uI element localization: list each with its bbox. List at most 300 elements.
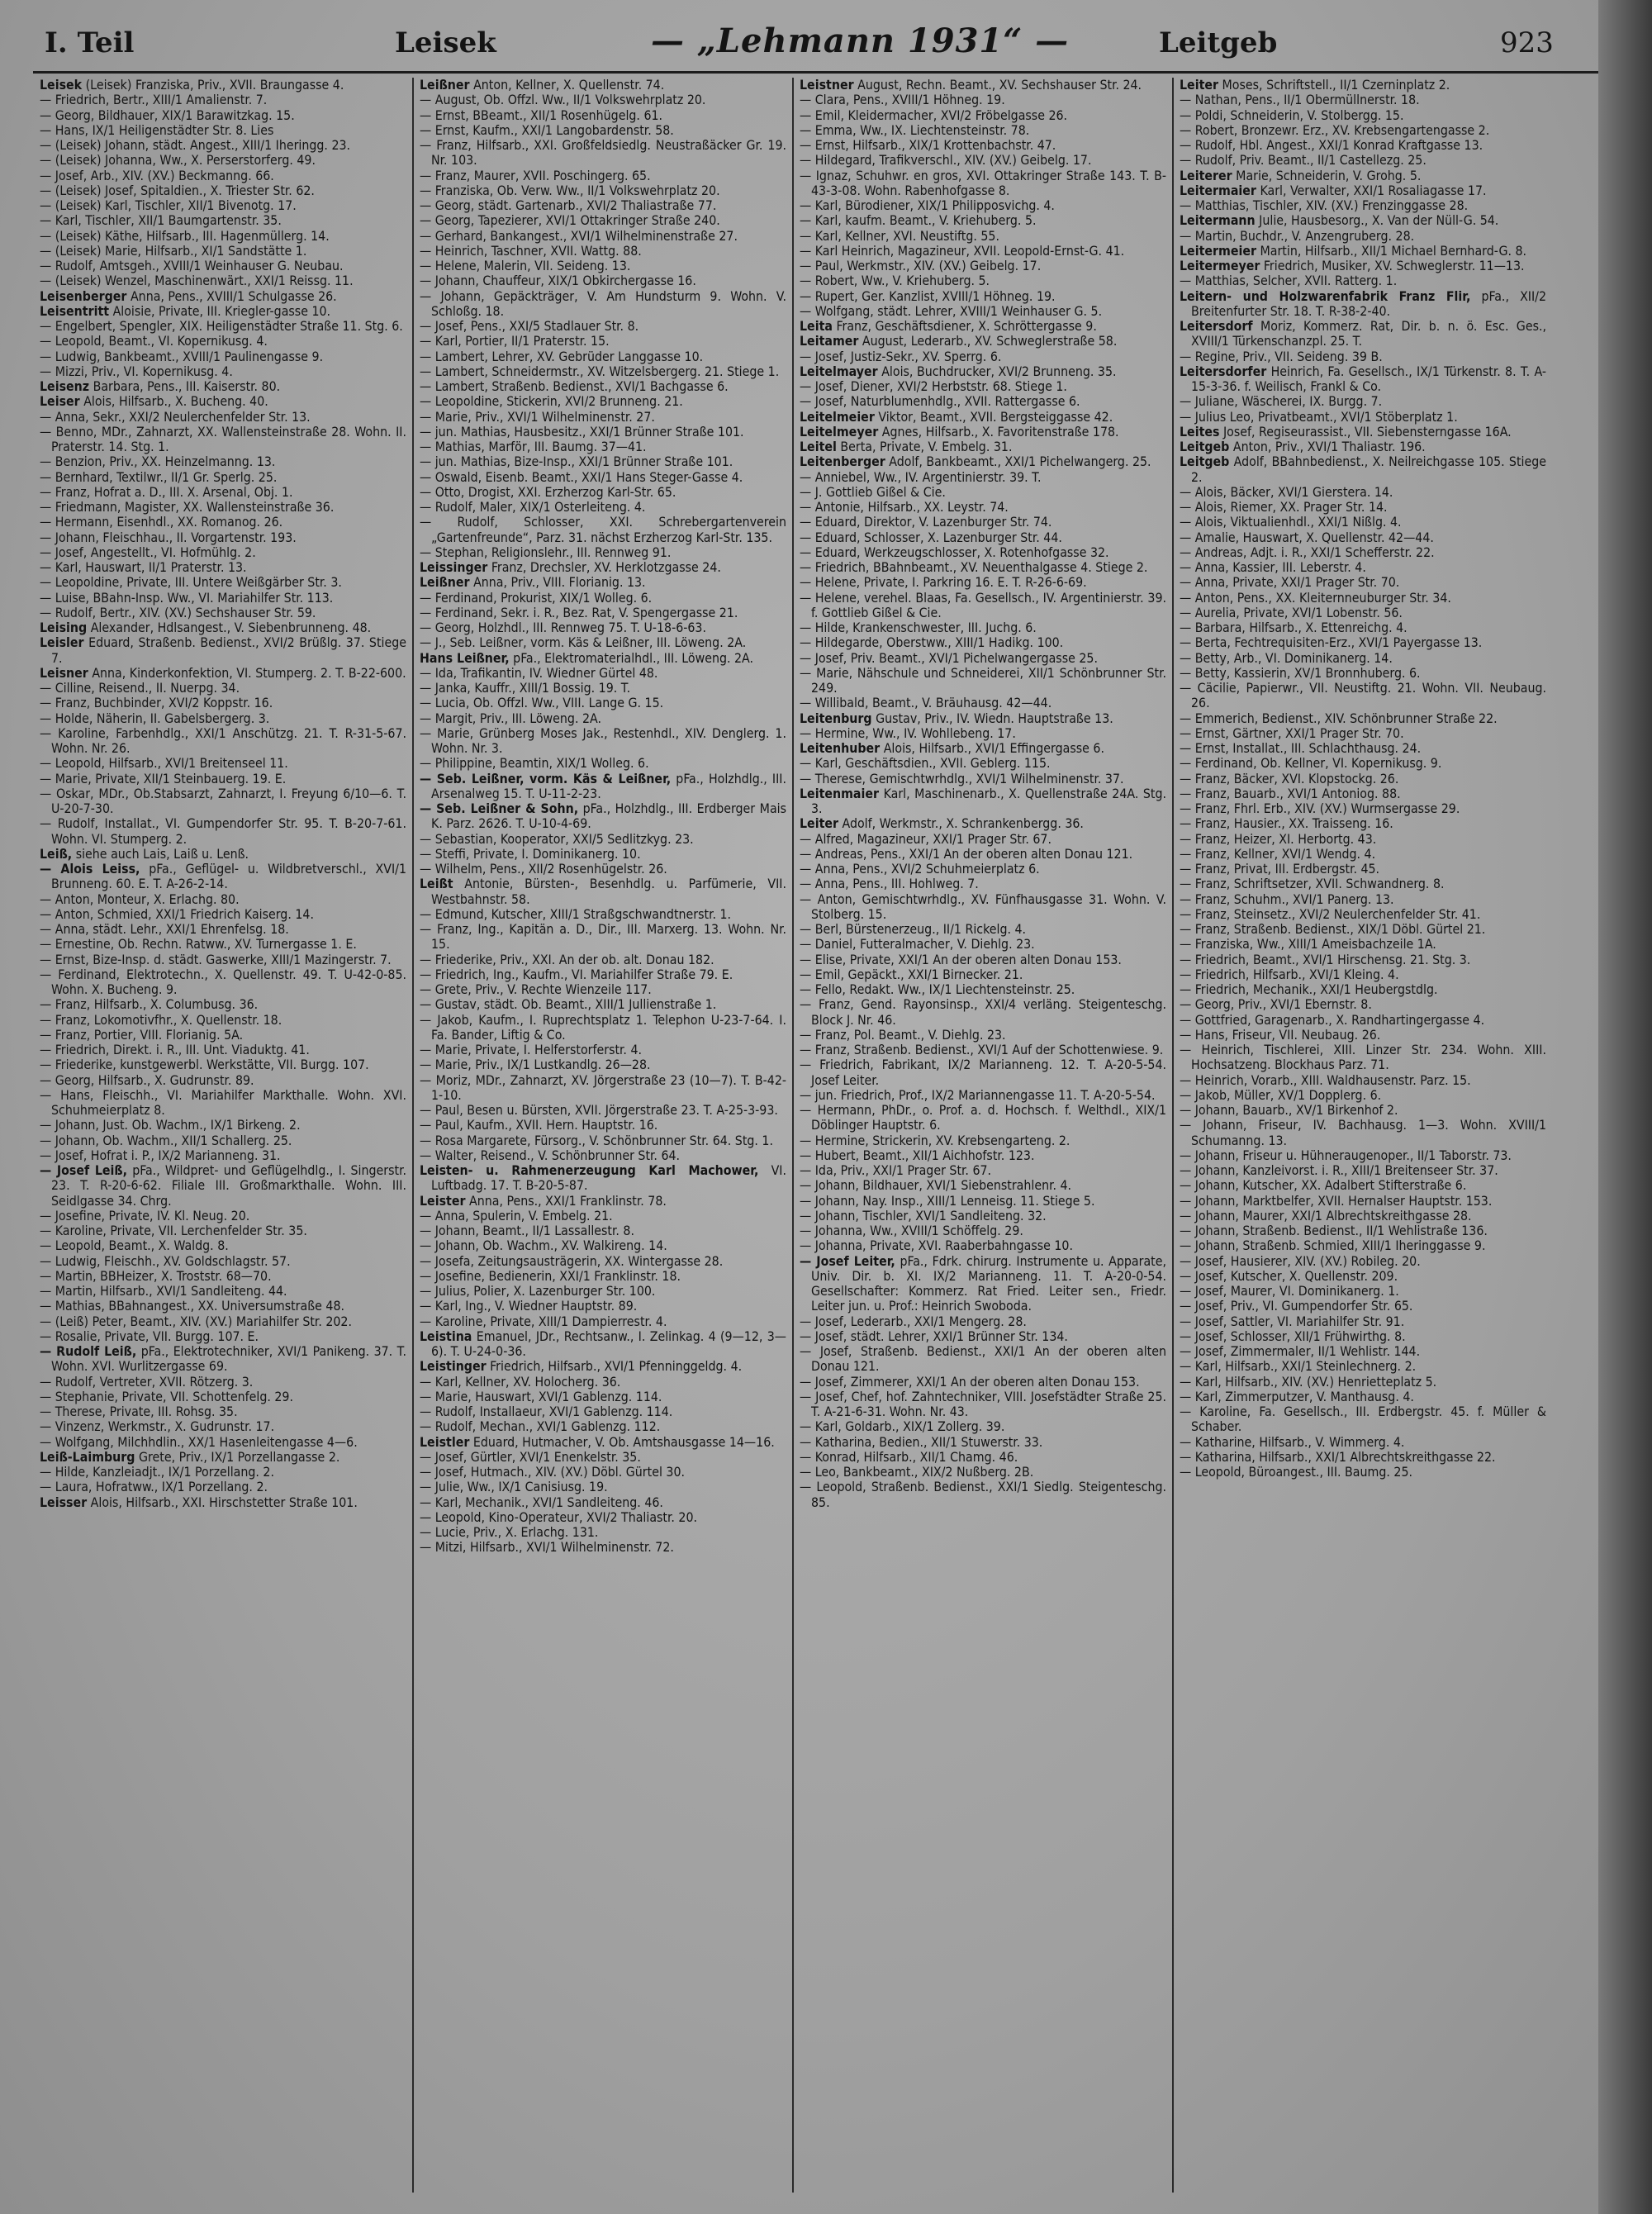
entry-text: — Marie, Nähschule und Schneiderei, XII/1 Schönbrunner Str. 249. xyxy=(800,664,1166,696)
entry-text: — Anna, Kassier, III. Leberstr. 4. xyxy=(1180,559,1366,575)
entry-text: — Mathias, Marför, III. Baumg. 37—41. xyxy=(420,439,647,454)
directory-entry xyxy=(40,1419,406,1434)
directory-entry xyxy=(1180,1194,1546,1209)
directory-entry xyxy=(1180,153,1546,168)
directory-entry xyxy=(420,801,786,832)
entry-text: — Franz, Privat, III. Erdbergstr. 45. xyxy=(1180,861,1380,877)
entry-text: — Anton, Pens., XX. Kleiternneuburger Str. 34. xyxy=(1180,589,1451,606)
entry-surname: Leitamer xyxy=(800,333,859,349)
entry-text: — Holde, Näherin, II. Gabelsbergerg. 3. xyxy=(40,710,270,726)
header-last-keyword: Leitgeb xyxy=(1159,26,1278,59)
directory-entry xyxy=(1180,681,1546,711)
entry-text: — Ferdinand, Sekr. i. R., Bez. Rat, V. Spengergasse 21. xyxy=(420,604,738,620)
entry-text: — Franz, Hilfsarb., X. Columbusg. 36. xyxy=(40,996,259,1013)
entry-text: — Rudolf, Schlosser, XXI. Schrebergartenverein „Gartenfreunde“, Parz. 31. nächst Erzherzog Karl-Str. 135. xyxy=(420,514,786,545)
directory-entry xyxy=(40,1299,406,1314)
entry-text: — Josef, Arb., XIV. (XV.) Beckmanng. 66. xyxy=(40,167,274,183)
directory-entry xyxy=(420,575,786,590)
entry-text: — Franz, Portier, VIII. Florianig. 5A. xyxy=(40,1026,244,1043)
entry-text: — Ferdinand, Elektrotechn., X. Quellenstr. 49. T. U-42-0-85. Wohn. X. Bucheng. 9. xyxy=(40,966,406,997)
entry-text: — Josef, Zimmerer, XXI/1 An der oberen alten Donau 153. xyxy=(800,1373,1140,1390)
directory-entry xyxy=(420,681,786,696)
directory-entry xyxy=(40,1480,406,1494)
entry-text: — Karl, Ing., V. Wiedner Hauptstr. 89. xyxy=(420,1298,638,1314)
entry-text: — Franziska, Ww., XIII/1 Ameisbachzeile 1A. xyxy=(1180,936,1436,953)
directory-entry xyxy=(420,93,786,107)
entry-text: — Franz, Buchbinder, XVI/2 Koppstr. 16. xyxy=(40,695,273,711)
entry-text: — Anna, Pens., XVI/2 Schuhmeierplatz 6. xyxy=(800,861,1040,877)
entry-text: Gustav, Priv., IV. Wiedn. Hauptstraße 13. xyxy=(871,710,1113,726)
entry-text: — Hermine, Strickerin, XV. Krebsengarteng. 2. xyxy=(800,1132,1070,1148)
entry-text: — Paul, Besen u. Bürsten, XVII. Jörgerstraße 23. T. A-25-3-93. xyxy=(420,1102,778,1118)
entry-text: — Franz, Kellner, XVI/1 Wendg. 4. xyxy=(1180,845,1376,862)
directory-entry xyxy=(1180,138,1546,153)
entry-text: — Josef, Maurer, VI. Dominikanerg. 1. xyxy=(1180,1283,1399,1299)
entry-text: — Karl, Hauswart, II/1 Praterstr. 13. xyxy=(40,559,247,575)
directory-entry xyxy=(1180,711,1546,726)
directory-entry xyxy=(40,967,406,998)
directory-entry xyxy=(420,651,786,666)
entry-surname: Leitenberger xyxy=(800,454,885,470)
directory-entry xyxy=(420,1375,786,1390)
directory-entry xyxy=(420,1057,786,1072)
page-edge-shadow xyxy=(1598,0,1652,2214)
entry-text: — Lucia, Ob. Offzl. Ww., VIII. Lange G. 15. xyxy=(420,695,664,711)
directory-entry xyxy=(420,349,786,364)
directory-entry xyxy=(420,711,786,726)
directory-entry xyxy=(1180,1013,1546,1028)
directory-entry xyxy=(40,410,406,425)
directory-entry xyxy=(40,1269,406,1284)
entry-text: — Anna, Sekr., XXI/2 Neulerchenfelder Str. 13. xyxy=(40,408,311,425)
entry-text: Julie, Hausbesorg., X. Van der Nüll-G. 54. xyxy=(1255,212,1499,229)
entry-surname: Leita xyxy=(800,318,833,334)
directory-entry xyxy=(800,153,1166,168)
entry-text: — Ernst, Installat., III. Schlachthausg. 24. xyxy=(1180,740,1422,756)
entry-text: — Josef, Justiz-Sekr., XV. Sperrg. 6. xyxy=(800,348,1002,364)
entry-text: — Rosalie, Private, VII. Burgg. 107. E. xyxy=(40,1328,259,1344)
entry-text: pFa., Elektrotechniker, XVI/1 Panikeng. 37. T. Wohn. XVI. Wurlitzergasse 69. xyxy=(51,1343,406,1375)
directory-entry xyxy=(40,454,406,469)
entry-text: — August, Ob. Offzl. Ww., II/1 Volkswehrplatz 20. xyxy=(420,92,706,108)
entry-text: — Johann, Maurer, XXI/1 Albrechtskreithgasse 28. xyxy=(1180,1207,1472,1223)
entry-text: — Karl, Bürodiener, XIX/1 Philipposvichg. 4. xyxy=(800,197,1055,213)
page-number: 923 xyxy=(1500,26,1554,59)
entry-text: — Poldi, Schneiderin, V. Stolbergg. 15. xyxy=(1180,107,1404,123)
entry-text: — Franz, Hilfsarb., XXI. Großfeldsiedlg. Neustraßäcker Gr. 19. Nr. 103. xyxy=(420,137,786,169)
directory-entry xyxy=(40,169,406,183)
entry-text: — Andreas, Adjt. i. R., XXI/1 Schefferstr. 22. xyxy=(1180,544,1435,560)
directory-entry xyxy=(40,1148,406,1163)
entry-surname: Leisek xyxy=(40,78,83,93)
entry-text: — Franz, Heizer, XI. Herbortg. 43. xyxy=(1180,830,1377,847)
entry-text: — Franz, Bauarb., XVI/1 Antoniog. 88. xyxy=(1180,785,1401,801)
entry-text: — Hermann, PhDr., o. Prof. a. d. Hochsch. f. Welthdl., XIX/1 Döblinger Hauptstr. 6. xyxy=(800,1102,1166,1133)
entry-text: — Johann, Just. Ob. Wachm., IX/1 Birkeng. 2. xyxy=(40,1117,301,1133)
directory-entry xyxy=(1180,1465,1546,1480)
entry-surname: Leisenberger xyxy=(40,287,127,304)
entry-surname: Leisten- u. Rahmenerzeugung Karl Machower, xyxy=(420,1162,759,1178)
directory-entry xyxy=(800,1043,1166,1057)
entry-text: — Franz, Hofrat a. D., III. X. Arsenal, Obj. 1. xyxy=(40,483,293,500)
directory-entry xyxy=(40,1435,406,1450)
directory-entry xyxy=(800,273,1166,288)
directory-entry xyxy=(800,937,1166,952)
directory-entry xyxy=(1180,1118,1546,1148)
entry-text: — Andreas, Pens., XXI/1 An der oberen alten Donau 121. xyxy=(800,845,1133,862)
directory-entry xyxy=(1180,1359,1546,1374)
directory-entry xyxy=(800,169,1166,199)
entry-text: pFa., Holzhdlg., III. Erdberger Mais K. Parz. 2626. T. U-10-4-69. xyxy=(431,801,786,832)
directory-entry xyxy=(1180,560,1546,575)
directory-entry xyxy=(40,711,406,726)
entry-text: — Engelbert, Spengler, XIX. Heiligenstädter Straße 11. Stg. 6. xyxy=(40,318,403,334)
entry-text: Adolf, BBahnbedienst., X. Neilreichgasse 105. Stiege 2. xyxy=(1191,454,1546,485)
directory-entry xyxy=(800,847,1166,862)
directory-entry xyxy=(40,273,406,288)
directory-entry xyxy=(420,1269,786,1284)
entry-text: — Paul, Werkmstr., XIV. (XV.) Geibelg. 17. xyxy=(800,258,1042,273)
entry-text: — Grete, Priv., V. Rechte Wienzeile 117. xyxy=(420,981,652,997)
directory-entry xyxy=(1180,439,1546,454)
entry-text: — Katharina, Bedien., XII/1 Stuwerstr. 33. xyxy=(800,1433,1043,1450)
directory-entry xyxy=(420,289,786,320)
entry-text: — Rosa Margarete, Fürsorg., V. Schönbrunner Str. 64. Stg. 1. xyxy=(420,1132,773,1148)
entry-text: — Wilhelm, Pens., XII/2 Rosenhügelstr. 26. xyxy=(420,861,667,877)
entry-text: — Elise, Private, XXI/1 An der oberen alten Donau 153. xyxy=(800,951,1122,967)
directory-entry xyxy=(1180,229,1546,244)
entry-text: — Alois, Bäcker, XVI/1 Gierstera. 14. xyxy=(1180,483,1393,500)
entry-surname: Leißner xyxy=(420,574,470,591)
entry-text: — Emmerich, Bedienst., XIV. Schönbrunner Straße 22. xyxy=(1180,710,1498,726)
entry-text: pFa., XII/2 Breitenfurter Str. 18. T. R-38-2-40. xyxy=(1191,287,1546,319)
directory-entry xyxy=(800,213,1166,228)
directory-entry xyxy=(40,756,406,771)
directory-entry xyxy=(1180,847,1546,862)
entry-text: — Ida, Trafikantin, IV. Wiedner Gürtel 48. xyxy=(420,664,658,681)
directory-entry xyxy=(40,1495,406,1510)
entry-text: — Matthias, Tischler, XIV. (XV.) Frenzinggasse 28. xyxy=(1180,197,1469,213)
entry-text: — Amalie, Hauswart, X. Quellenstr. 42—44. xyxy=(1180,529,1434,545)
entry-text: — Karoline, Fa. Gesellsch., III. Erdbergstr. 45. f. Müller & Schaber. xyxy=(1180,1404,1546,1435)
entry-text: — J., Seb. Leißner, vorm. Käs & Leißner, III. Löweng. 2A. xyxy=(420,634,747,651)
directory-entry xyxy=(1180,666,1546,681)
directory-entry xyxy=(420,515,786,545)
directory-entry xyxy=(40,1375,406,1390)
entry-text: — Georg, Priv., XVI/1 Ebernstr. 8. xyxy=(1180,996,1372,1013)
entry-text: — Sebastian, Kooperator, XXI/5 Sedlitzkyg. 23. xyxy=(420,830,694,847)
entry-text: VI. Luftbadg. 17. T. B-20-5-87. xyxy=(431,1162,786,1194)
directory-entry xyxy=(800,1028,1166,1043)
directory-entry xyxy=(800,816,1166,831)
directory-entry xyxy=(420,666,786,681)
directory-entry xyxy=(420,1525,786,1540)
entry-text: — Steffi, Private, I. Dominikanerg. 10. xyxy=(420,845,641,862)
entry-text: — Marie, Grünberg Moses Jak., Restenhdl., XIV. Denglerg. 1. Wohn. Nr. 3. xyxy=(420,725,786,756)
directory-entry xyxy=(420,500,786,515)
entry-text: — Otto, Drogist, XXI. Erzherzog Karl-Str. 65. xyxy=(420,483,676,500)
entry-text: — Leopoldine, Private, III. Untere Weißgärber Str. 3. xyxy=(40,574,342,591)
entry-text: — Hans, Friseur, VII. Neubaug. 26. xyxy=(1180,1026,1381,1043)
directory-entry xyxy=(800,123,1166,138)
entry-text: pFa., Wildpret- und Geflügelhdlg., I. Singerstr. 23. T. R-20-6-62. Filiale III. Großmarkthalle. Wohn. III. Seidlgasse 34. Chrg. xyxy=(51,1162,406,1209)
directory-entry xyxy=(40,379,406,394)
entry-text: — Katharina, Hilfsarb., XXI/1 Albrechtskreithgasse 22. xyxy=(1180,1448,1496,1465)
entry-text: — Georg, Hilfsarb., X. Gudrunstr. 89. xyxy=(40,1071,254,1088)
directory-entry xyxy=(40,620,406,635)
directory-entry xyxy=(420,183,786,198)
directory-entry xyxy=(1180,832,1546,847)
entry-surname: Leitern- und Holzwarenfabrik Franz Flir, xyxy=(1180,287,1471,304)
entry-text: Anna, Pens., XXI/1 Franklinstr. 78. xyxy=(465,1192,667,1209)
entry-text: — Johann, Friseur u. Hühneraugenoper., II/1 Taborstr. 73. xyxy=(1180,1147,1512,1163)
entry-text: Anna, Pens., XVIII/1 Schulgasse 26. xyxy=(126,287,337,304)
entry-text: — Rudolf, Installaeur, XVI/1 Gablenzg. 114. xyxy=(420,1404,673,1419)
entry-text: Alois, Buchdrucker, XVI/2 Brunneng. 35. xyxy=(877,363,1117,379)
directory-entry xyxy=(420,1254,786,1269)
entry-text: — Josef, Zimmermaler, II/1 Wehlistr. 144. xyxy=(1180,1343,1421,1359)
entry-text: (Leisek) Franziska, Priv., XVII. Braungasse 4. xyxy=(82,78,344,93)
entry-text: — Lucie, Priv., X. Erlachg. 131. xyxy=(420,1524,599,1540)
entry-surname: Leiser xyxy=(40,393,80,410)
directory-entry xyxy=(1180,244,1546,259)
directory-entry xyxy=(40,153,406,168)
directory-entry xyxy=(1180,1314,1546,1329)
directory-entry xyxy=(1180,997,1546,1012)
directory-entry xyxy=(800,620,1166,635)
directory-entry xyxy=(420,997,786,1012)
directory-entry xyxy=(40,726,406,757)
entry-surname: Leitgeb xyxy=(1180,439,1230,454)
directory-entry xyxy=(800,530,1166,545)
entry-text: Anton, Priv., XVI/1 Thaliastr. 196. xyxy=(1229,439,1426,454)
directory-entry xyxy=(1180,756,1546,771)
entry-surname: Leißner xyxy=(420,78,470,93)
entry-surname: Leisentritt xyxy=(40,302,110,319)
directory-entry xyxy=(40,696,406,710)
directory-entry xyxy=(1180,1284,1546,1299)
entry-text: — Johann, Straßenb. Bedienst., II/1 Wehlistraße 136. xyxy=(1180,1223,1488,1238)
directory-entry xyxy=(40,1390,406,1404)
directory-entry xyxy=(800,635,1166,650)
column-1 xyxy=(40,78,406,2193)
directory-entry xyxy=(800,1057,1166,1088)
entry-text: — Johann, Straßenb. Schmied, XIII/1 Iheringgasse 9. xyxy=(1180,1238,1486,1254)
entry-text: — Friedmann, Magister, XX. Wallensteinstraße 36. xyxy=(40,499,335,515)
entry-surname: Leitermann xyxy=(1180,212,1256,229)
entry-text: — Karl, Tischler, XII/1 Baumgartenstr. 35. xyxy=(40,212,282,229)
entry-text: Karl, Verwalter, XXI/1 Rosaliagasse 17. xyxy=(1256,182,1487,198)
directory-entry xyxy=(800,922,1166,937)
entry-text: — Johann, Gepäckträger, V. Am Hundsturm 9. Wohn. V. Schloßg. 18. xyxy=(420,287,786,319)
directory-entry xyxy=(420,1073,786,1104)
directory-entry xyxy=(800,394,1166,409)
entry-text: — Helene, verehel. Blaas, Fa. Gesellsch., IV. Argentinierstr. 39. f. Gottlieb Gißel & Cie. xyxy=(800,589,1166,620)
directory-entry xyxy=(800,454,1166,469)
entry-surname: Leisser xyxy=(40,1494,88,1510)
entry-text: — Vinzenz, Werkmstr., X. Gudrunstr. 17. xyxy=(40,1418,275,1435)
entry-surname: — Seb. Leißner, vorm. Käs & Leißner, xyxy=(420,770,672,786)
directory-entry xyxy=(1180,1329,1546,1344)
directory-entry xyxy=(420,967,786,982)
entry-surname: Leitersdorfer xyxy=(1180,363,1267,379)
directory-entry xyxy=(1180,259,1546,273)
directory-entry xyxy=(1180,198,1546,213)
directory-entry xyxy=(1180,454,1546,485)
directory-entry xyxy=(1180,545,1546,560)
entry-text: — Franz, Lokomotivfhr., X. Quellenstr. 18. xyxy=(40,1011,282,1028)
entry-text: — Josef, Chef, hof. Zahntechniker, VIII. Josefstädter Straße 25. T. A-21-6-31. Wohn. Nr. 43. xyxy=(800,1388,1166,1419)
entry-text: — Franz, Maurer, XVII. Poschingerg. 65. xyxy=(420,167,651,183)
entry-text: — Fello, Redakt. Ww., IX/1 Liechtensteinstr. 25. xyxy=(800,981,1075,997)
directory-entry xyxy=(40,319,406,334)
entry-text: — Ignaz, Schuhwr. en gros, XVI. Ottakringer Straße 143. T. B-43-3-08. Wohn. Rabenhofgasse 8. xyxy=(800,167,1166,198)
entry-text: Anton, Kellner, X. Quellenstr. 74. xyxy=(469,78,665,93)
directory-entry xyxy=(420,1465,786,1480)
directory-entry xyxy=(800,1435,1166,1450)
directory-entry xyxy=(800,1329,1166,1344)
directory-entry xyxy=(420,1238,786,1253)
entry-surname: — Josef Leiter, xyxy=(800,1252,895,1269)
directory-entry xyxy=(420,1103,786,1118)
entry-text: — Leopold, Straßenb. Bedienst., XXI/1 Siedlg. Steigenteschg. 85. xyxy=(800,1479,1166,1510)
entry-text: — Helene, Malerin, VII. Seideng. 13. xyxy=(420,258,631,273)
directory-entry xyxy=(1180,1254,1546,1269)
entry-text: — Rudolf, Amtsgeh., XVIII/1 Weinhauser G. Neubau. xyxy=(40,258,344,273)
entry-text: pFa., Geflügel- u. Wildbretverschl., XVI/1 Brunneng. 60. E. T. A-26-2-14. xyxy=(51,861,406,892)
directory-entry xyxy=(800,1390,1166,1420)
entry-text: — Anton, Gemischtwrhdlg., XV. Fünfhausgasse 31. Wohn. V. Stolberg. 15. xyxy=(800,891,1166,922)
directory-entry xyxy=(40,1163,406,1209)
entry-text: — Friedrich, Beamt., XVI/1 Hirschensg. 21. Stg. 3. xyxy=(1180,951,1471,967)
directory-entry xyxy=(1180,816,1546,831)
directory-entry xyxy=(40,304,406,319)
directory-entry xyxy=(40,108,406,123)
directory-entry xyxy=(800,1480,1166,1510)
directory-entry xyxy=(800,364,1166,379)
entry-surname: Leistinger xyxy=(420,1358,487,1375)
entry-text: — Eduard, Schlosser, X. Lazenburger Str. 44. xyxy=(800,529,1062,545)
entry-text: — Emil, Kleidermacher, XVI/2 Fröbelgasse 26. xyxy=(800,107,1068,123)
entry-text: — Hermann, Eisenhdl., XX. Romanog. 26. xyxy=(40,514,283,530)
directory-entry xyxy=(420,1450,786,1465)
entry-text: — Friederike, Priv., XXI. An der ob. alt. Donau 182. xyxy=(420,951,714,967)
directory-entry xyxy=(420,379,786,394)
entry-text: — Benno, MDr., Zahnarzt, XX. Wallensteinstraße 28. Wohn. II. Praterstr. 14. Stg. 1. xyxy=(40,423,406,454)
directory-entry xyxy=(40,500,406,515)
entry-text: — Johann, Marktbelfer, XVII. Hernalser Hauptstr. 153. xyxy=(1180,1192,1493,1209)
directory-entry xyxy=(40,1013,406,1028)
directory-entry xyxy=(800,1088,1166,1103)
directory-entry xyxy=(800,439,1166,454)
entry-text: — Georg, Bildhauer, XIX/1 Barawitzkag. 15. xyxy=(40,107,295,123)
directory-entry xyxy=(40,1284,406,1299)
directory-entry xyxy=(420,1480,786,1494)
directory-entry xyxy=(800,1148,1166,1163)
directory-entry xyxy=(420,1495,786,1510)
directory-entry xyxy=(420,169,786,183)
directory-entry xyxy=(40,997,406,1012)
entry-text: — Julius Leo, Privatbeamt., XVI/1 Stöberplatz 1. xyxy=(1180,408,1458,425)
part-label: I. Teil xyxy=(45,26,135,59)
entry-text: — Leopoldine, Stickerin, XVI/2 Brunneng. 21. xyxy=(420,393,683,410)
directory-entry xyxy=(420,862,786,877)
entry-text: Adolf, Bankbeamt., XXI/1 Pichelwangerg. 25. xyxy=(885,454,1151,470)
entry-text: — Mitzi, Hilfsarb., XVI/1 Wilhelminenstr. 72. xyxy=(420,1539,674,1556)
entry-text: — Betty, Arb., VI. Dominikanerg. 14. xyxy=(1180,649,1393,666)
directory-entry xyxy=(420,1359,786,1374)
entry-surname: Leisner xyxy=(40,664,88,681)
directory-entry xyxy=(40,1404,406,1419)
directory-entry xyxy=(420,470,786,485)
directory-entry xyxy=(1180,1148,1546,1163)
entry-text: — Cilline, Reisend., II. Nuerpg. 34. xyxy=(40,680,240,696)
entry-text: — Josef, Lederarb., XXI/1 Mengerg. 28. xyxy=(800,1313,1027,1329)
directory-entry xyxy=(40,862,406,892)
entry-text: — Katharine, Hilfsarb., V. Wimmerg. 4. xyxy=(1180,1433,1405,1450)
directory-entry xyxy=(800,289,1166,304)
entry-text: — Martin, BBHeizer, X. Troststr. 68—70. xyxy=(40,1267,272,1284)
entry-text: — Regine, Priv., VII. Seideng. 39 B. xyxy=(1180,348,1383,364)
entry-text: — Anna, Spulerin, V. Embelg. 21. xyxy=(420,1207,613,1223)
entry-text: — (Leisek) Josef, Spitaldien., X. Triester Str. 62. xyxy=(40,182,315,198)
directory-entry xyxy=(1180,1073,1546,1088)
entry-text: — Aurelia, Private, XVI/1 Lobenstr. 56. xyxy=(1180,604,1403,620)
entry-text: — Emil, Gepäckt., XXI/1 Birnecker. 21. xyxy=(800,966,1023,982)
entry-text: — Johann, Kutscher, XX. Adalbert Stifterstraße 6. xyxy=(1180,1177,1467,1194)
entry-text: — Leopold, Beamt., VI. Kopernikusg. 4. xyxy=(40,333,268,349)
entry-text: — Karl, Kellner, XV. Holocherg. 36. xyxy=(420,1373,621,1390)
directory-entry xyxy=(1180,1375,1546,1390)
directory-entry xyxy=(420,213,786,228)
entry-text: — Josef, Naturblumenhdlg., XVII. Rattergasse 6. xyxy=(800,393,1080,410)
entry-text: — Stephan, Religionslehr., III. Rennweg 91. xyxy=(420,544,672,560)
directory-entry xyxy=(40,259,406,273)
entry-text: — Josef, Schlosser, XII/1 Frühwirthg. 8. xyxy=(1180,1328,1406,1344)
entry-text: — Friedrich, Hilfsarb., XVI/1 Kleing. 4. xyxy=(1180,966,1399,982)
directory-entry xyxy=(800,304,1166,319)
entry-text: — Lambert, Schneidermstr., XV. Witzelsbergerg. 21. Stiege 1. xyxy=(420,363,780,379)
entry-text: Alois, Hilfsarb., XVI/1 Effingergasse 6. xyxy=(880,740,1104,756)
directory-entry xyxy=(40,289,406,304)
directory-entry xyxy=(40,1073,406,1088)
entry-text: — Georg, städt. Gartenarb., XVI/2 Thaliastraße 77. xyxy=(420,197,717,213)
directory-entry xyxy=(800,1163,1166,1178)
entry-text: — Walter, Reisend., V. Schönbrunner Str. 64. xyxy=(420,1147,681,1163)
directory-entry xyxy=(800,575,1166,590)
entry-surname: Leitelmeier xyxy=(800,408,875,425)
entry-text: — Josef, Hutmach., XIV. (XV.) Döbl. Gürtel 30. xyxy=(420,1464,685,1480)
directory-entry xyxy=(1180,982,1546,997)
directory-entry xyxy=(800,877,1166,891)
directory-entry xyxy=(800,696,1166,710)
directory-entry xyxy=(420,229,786,244)
entry-text: — Moriz, MDr., Zahnarzt, XV. Jörgerstraße 23 (10—7). T. B-42-1-10. xyxy=(420,1071,786,1103)
directory-entry xyxy=(420,123,786,138)
directory-entry xyxy=(800,982,1166,997)
directory-entry xyxy=(1180,801,1546,816)
directory-entry xyxy=(1180,93,1546,107)
entry-text: pFa., Holzhdlg., III. Arsenalweg 15. T. U-11-2-23. xyxy=(431,770,786,801)
directory-entry xyxy=(800,1465,1166,1480)
entry-text: — Franz, Straßenb. Bedienst., XIX/1 Döbl. Gürtel 21. xyxy=(1180,921,1486,937)
entry-surname: Leitelmayer xyxy=(800,363,878,379)
directory-entry xyxy=(1180,108,1546,123)
entry-text: — Hubert, Beamt., XII/1 Aichhofstr. 123. xyxy=(800,1147,1035,1163)
entry-text: Viktor, Beamt., XVII. Bergsteiggasse 42. xyxy=(874,408,1113,425)
entry-text: — Georg, Holzhdl., III. Rennweg 75. T. U-18-6-63. xyxy=(420,620,706,635)
directory-entry xyxy=(420,772,786,802)
